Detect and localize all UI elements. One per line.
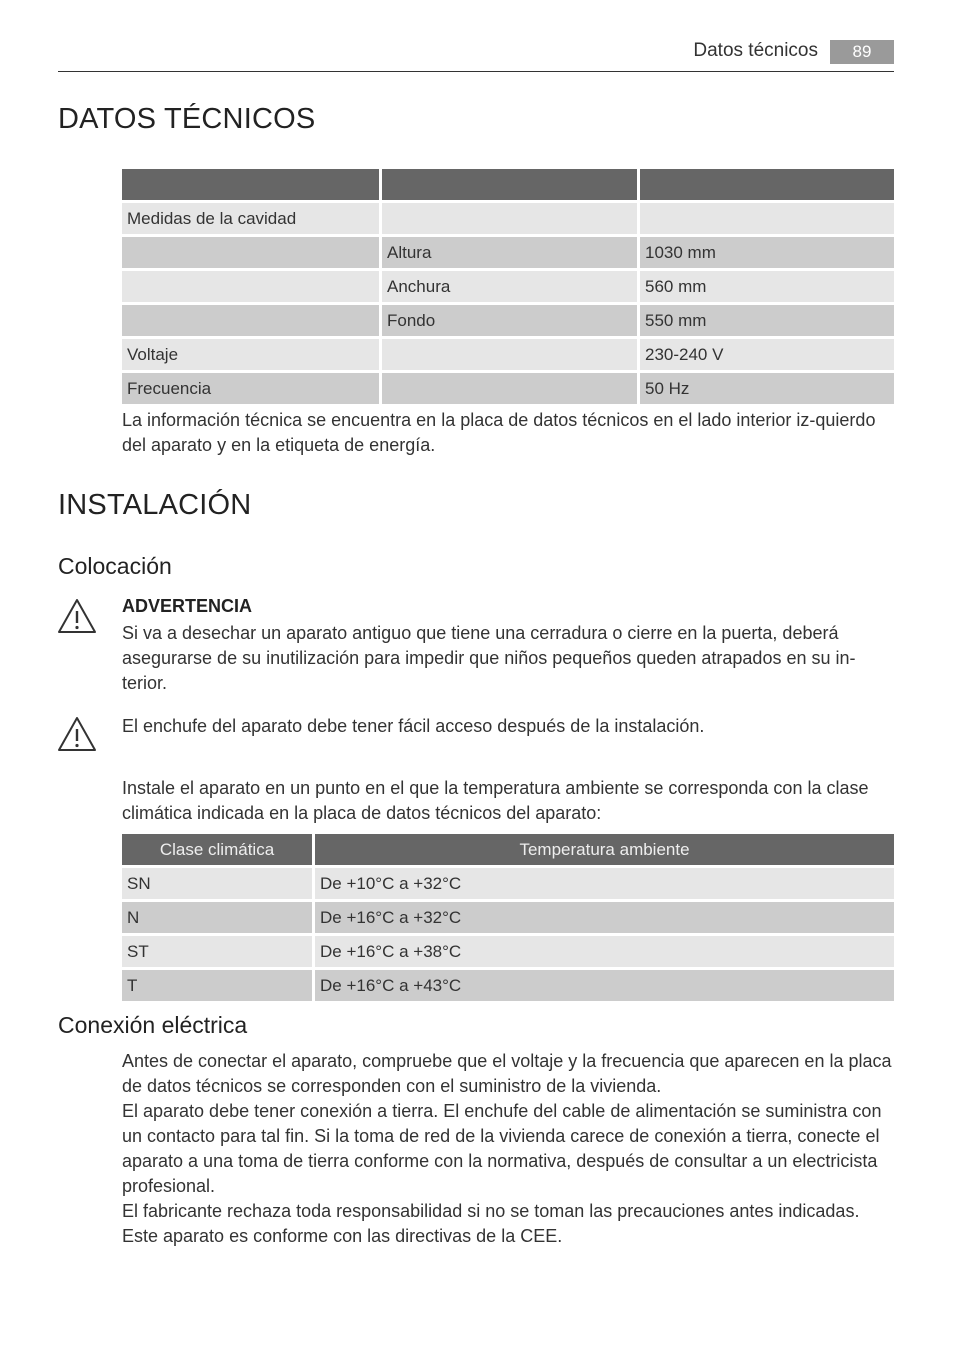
paragraph: Antes de conectar el aparato, compruebe que el voltaje y la frecuencia que aparecen en la placa de datos técnicos se corresponden con el suministro de la vivienda.: [122, 1051, 892, 1096]
table-row: N De +16°C a +32°C: [122, 902, 894, 933]
warning-text: Si va a desechar un aparato antiguo que tiene una cerradura o cierre en la puerta, deberá asegurarse de su inutilización para impedir que niños pequeños queden atrapados en su in-terior.: [122, 623, 856, 693]
warning-title: ADVERTENCIA: [122, 596, 253, 616]
column-header: Temperatura ambiente: [312, 834, 894, 865]
table-row: ST De +16°C a +38°C: [122, 936, 894, 967]
technical-data-table: [122, 166, 894, 407]
table-row: Medidas de la cavidad: [122, 203, 894, 234]
subsection-title-conexion: Conexión eléctrica: [58, 1012, 248, 1038]
table-row: Altura 1030 mm: [122, 237, 894, 268]
subsection-title-colocacion: Colocación: [58, 553, 172, 579]
table-header-row: [122, 834, 894, 865]
header-section-title: Datos técnicos: [693, 40, 818, 61]
paragraph: El fabricante rechaza toda responsabilidad si no se toman las precauciones antes indicadas.: [122, 1201, 860, 1221]
paragraph: Este aparato es conforme con las directivas de la CEE.: [122, 1226, 563, 1246]
table-header-row: [122, 169, 894, 200]
warning-triangle-icon: [57, 716, 97, 752]
section-title-datos: DATOS TÉCNICOS: [58, 103, 316, 135]
climate-class-intro: Instale el aparato en un punto en el que la temperatura ambiente se corresponda con la clase climática indicada en la placa de datos técnicos del aparato:: [122, 778, 869, 823]
climate-class-table: [122, 831, 894, 1004]
column-header: Clase climática: [122, 834, 312, 865]
page-header: [58, 38, 894, 72]
plug-access-note: El enchufe del aparato debe tener fácil acceso después de la instalación.: [122, 716, 705, 736]
table-row: SN De +10°C a +32°C: [122, 868, 894, 899]
table-row: Anchura 560 mm: [122, 271, 894, 302]
table-row: Voltaje 230-240 V: [122, 339, 894, 370]
section-title-instalacion: INSTALACIÓN: [58, 489, 252, 521]
electrical-connection-text: [122, 1049, 894, 1249]
page-number: 89: [830, 40, 894, 64]
paragraph: El aparato debe tener conexión a tierra. El enchufe del cable de alimentación se suministra con un contacto para tal fin. Si la toma de red de la vivienda carece de conexión a tierra, conecte el aparato a una toma de tierra conforme con la normativa, después de consultar a un electricista profesional.: [122, 1101, 882, 1196]
table-row: Fondo 550 mm: [122, 305, 894, 336]
technical-info-note: La información técnica se encuentra en la placa de datos técnicos en el lado interior iz-quierdo del aparato y en la etiqueta de energía.: [122, 410, 876, 455]
warning-triangle-icon: [57, 598, 97, 634]
table-row: Frecuencia 50 Hz: [122, 373, 894, 404]
table-row: T De +16°C a +43°C: [122, 970, 894, 1001]
